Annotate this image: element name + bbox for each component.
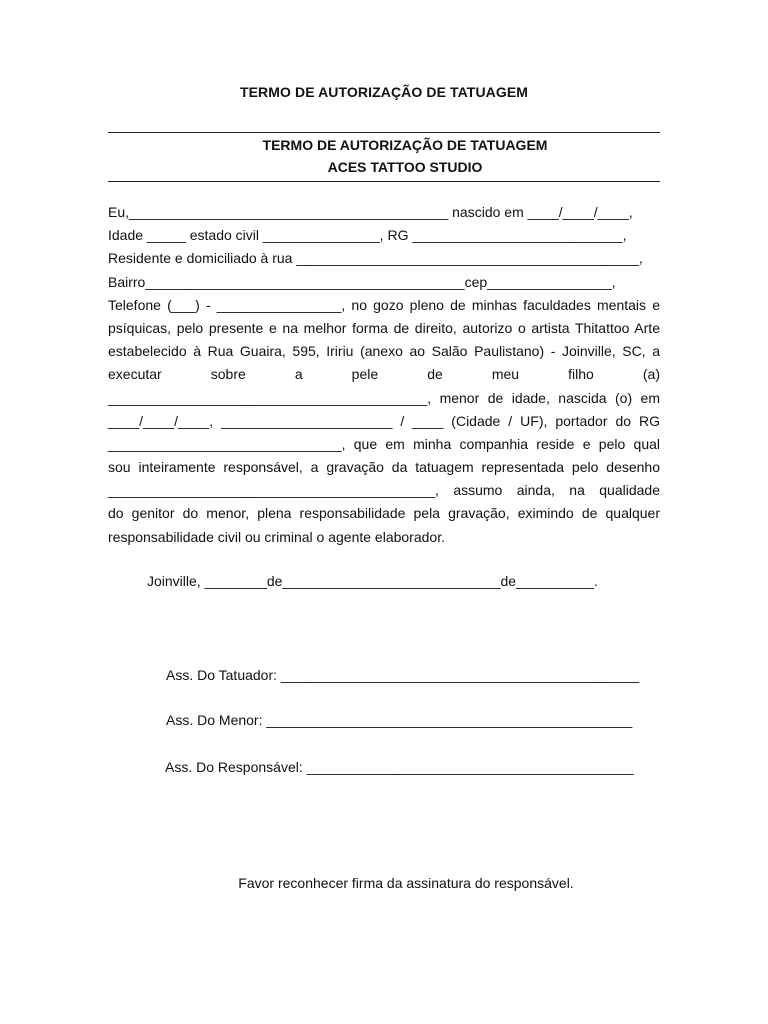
- header-top-divider: [108, 132, 660, 133]
- body-line: Bairro_________________________________________cep________________,: [108, 273, 616, 290]
- body-line: Idade _____ estado civil _______________, RG ___________________________,: [108, 227, 627, 244]
- document-header: [108, 134, 660, 178]
- body-line: sou inteiramente responsável, a gravação da tatuagem representada pelo desenho: [108, 459, 660, 476]
- authorization-body: [108, 201, 660, 549]
- body-line: do genitor do menor, plena responsabilidade pela gravação, eximindo de qualquer: [108, 505, 660, 522]
- header-bottom-divider: [108, 181, 660, 182]
- body-line: ______________________________, que em minha companhia reside e pelo qual: [108, 435, 660, 452]
- body-line: psíquicas, pelo presente e na melhor forma de direito, autorizo o artista Thitattoo Arte: [108, 319, 660, 336]
- signature-tatuador: Ass. Do Tatuador: ______________________________________________: [166, 667, 640, 683]
- body-line: responsabilidade civil ou criminal o agente elaborador.: [108, 528, 445, 545]
- body-line: ____/____/____, ______________________ / ____ (Cidade / UF), portador do RG: [108, 412, 660, 429]
- signature-responsavel: Ass. Do Responsável: __________________________________________: [165, 759, 634, 775]
- body-line: Residente e domiciliado à rua ____________________________________________,: [108, 250, 643, 267]
- body-line: __________________________________________, assumo ainda, na qualidade: [108, 482, 660, 499]
- signature-menor: Ass. Do Menor: _______________________________________________: [166, 712, 633, 728]
- header-title: TERMO DE AUTORIZAÇÃO DE TATUAGEM: [262, 137, 548, 153]
- date-line: Joinville, ________de____________________________de__________.: [147, 573, 598, 589]
- header-studio-name: ACES TATTOO STUDIO: [327, 159, 483, 175]
- body-line: Telefone (___) - ________________, no gozo pleno de minhas faculdades mentais e: [108, 296, 660, 313]
- body-line: Eu,_________________________________________ nascido em ____/____/____,: [108, 204, 633, 220]
- body-line: estabelecido à Rua Guaira, 595, Iririu (anexo ao Salão Paulistano) - Joinville, SC, a: [108, 343, 660, 360]
- body-line: _________________________________________, menor de idade, nascida (o) em: [108, 389, 660, 406]
- document-title: TERMO DE AUTORIZAÇÃO DE TATUAGEM: [239, 84, 529, 100]
- footer-note: Favor reconhecer firma da assinatura do responsável.: [238, 875, 574, 891]
- body-line: executar sobre a pele de meu filho (a): [108, 366, 660, 383]
